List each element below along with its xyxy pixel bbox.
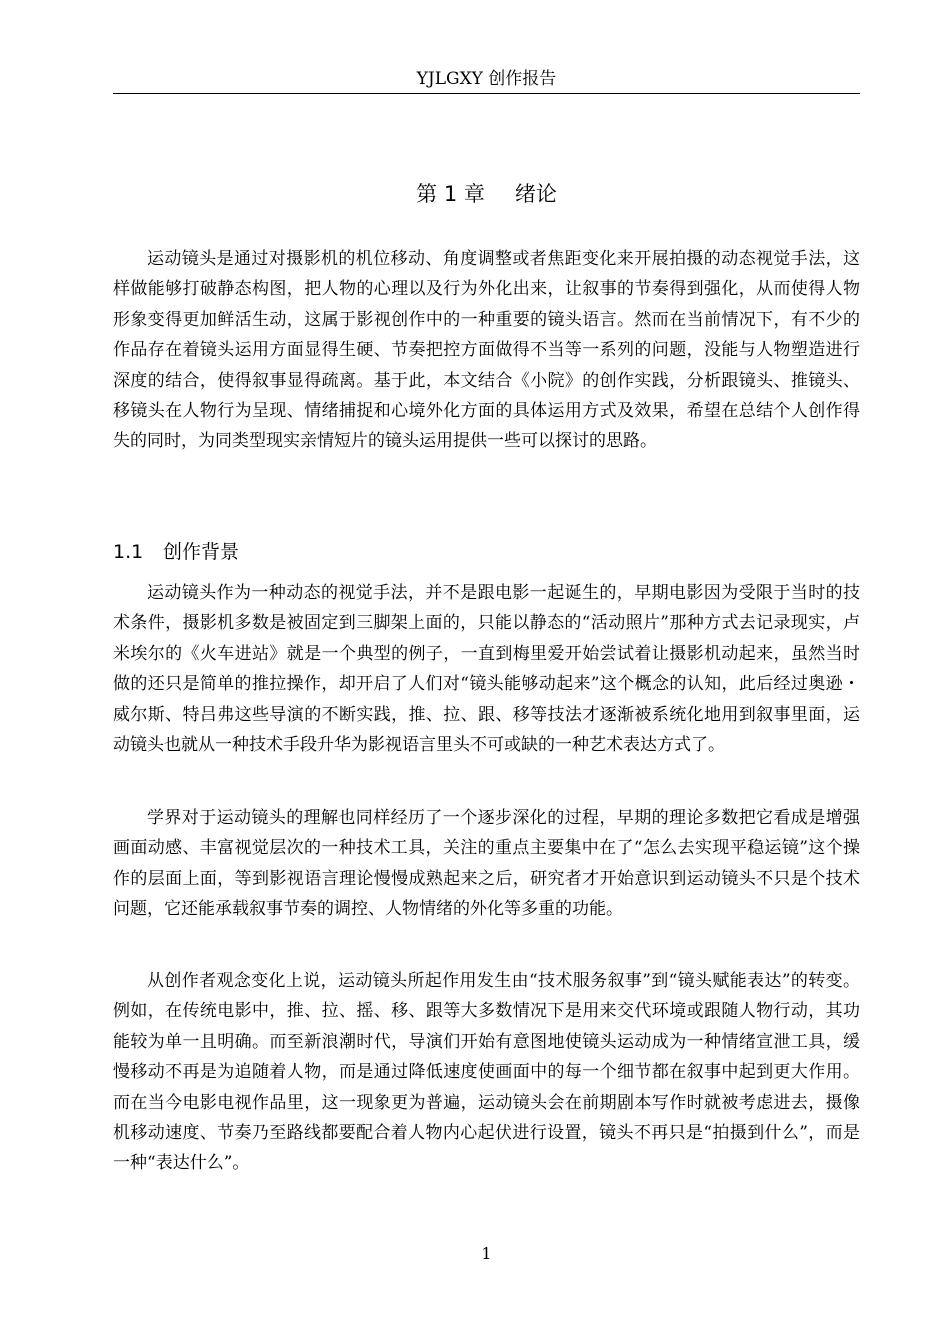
chapter-name: 绪论 (514, 182, 557, 206)
intro-paragraph: 运动镜头是通过对摄影机的机位移动、角度调整或者焦距变化来开展拍摄的动态视觉手法，这样做能够打破静态构图，把人物的心理以及行为外化出来，让叙事的节奏得到强化，从而使得人物形象变得更加鲜活生动，这属于影视创作中的一种重要的镜头语言。然而在当前情况下，有不少的作品存在着镜头运用方面显得生硬、节奏把控方面做得不当等一系列的问题，没能与人物塑造进行深度的结合，使得叙事显得疏离。基于此，本文结合《小院》的创作实践，分析跟镜头、推镜头、移镜头在人物行为呈现、情绪捕捉和心境外化方面的具体运用方式及效果，希望在总结个人创作得失的同时，为同类型现实亲情短片的镜头运用提供一些可以探讨的思路。 (113, 249, 860, 452)
body-paragraph: 运动镜头作为一种动态的视觉手法，并不是跟电影一起诞生的，早期电影因为受限于当时的技术条件，摄影机多数是被固定到三脚架上面的，只能以静态的“活动照片”那种方式去记录现实，卢米埃尔的《火车进站》就是一个典型的例子，一直到梅里爱开始尝试着让摄影机动起来，虽然当时做的还只是简单的推拉操作，却开启了人们对“镜头能够动起来”这个概念的认知，此后经过奥逊・威尔斯、特吕弗这些导演的不断实践，推、拉、跟、移等技法才逐渐被系统化地用到叙事里面，运动镜头也就从一种技术手段升华为影视语言里头不可或缺的一种艺术表达方式了。 (113, 583, 860, 756)
chapter-number: 第 1 章 (416, 182, 485, 206)
header-rule (113, 93, 860, 94)
body-paragraph: 学界对于运动镜头的理解也同样经历了一个逐步深化的过程，早期的理论多数把它看成是增强画面动感、丰富视觉层次的一种技术工具，关注的重点主要集中在了“怎么去实现平稳运镜”这个操作的层面上面，等到影视语言理论慢慢成熟起来之后，研究者才开始意识到运动镜头不只是个技术问题，它还能承载叙事节奏的调控、人物情绪的外化等多重的功能。 (113, 808, 860, 920)
section-heading (113, 537, 860, 567)
chapter-title (113, 178, 860, 210)
page-number: 1 (481, 1244, 492, 1263)
body-paragraph: 从创作者观念变化上说，运动镜头所起作用发生由“技术服务叙事”到“镜头赋能表达”的转变。例如，在传统电影中，推、拉、摇、移、跟等大多数情况下是用来交代环境或跟随人物行动，其功能较为单一且明确。而至新浪潮时代，导演们开始有意图地使镜头运动成为一种情绪宣泄工具，缓慢移动不再是为追随着人物，而是通过降低速度使画面中的每一个细节都在叙事中起到更大作用。而在当今电影电视作品里，这一现象更为普遍，运动镜头会在前期剧本写作时就被考虑进去，摄像机移动速度、节奏乃至路线都要配合着人物内心起伏进行设置，镜头不再只是“拍摄到什么”，而是一种“表达什么”。 (113, 971, 860, 1174)
running-header: YJLGXY 创作报告 (416, 69, 557, 89)
section-number: 1.1 (113, 541, 144, 563)
section-title: 创作背景 (163, 541, 240, 563)
